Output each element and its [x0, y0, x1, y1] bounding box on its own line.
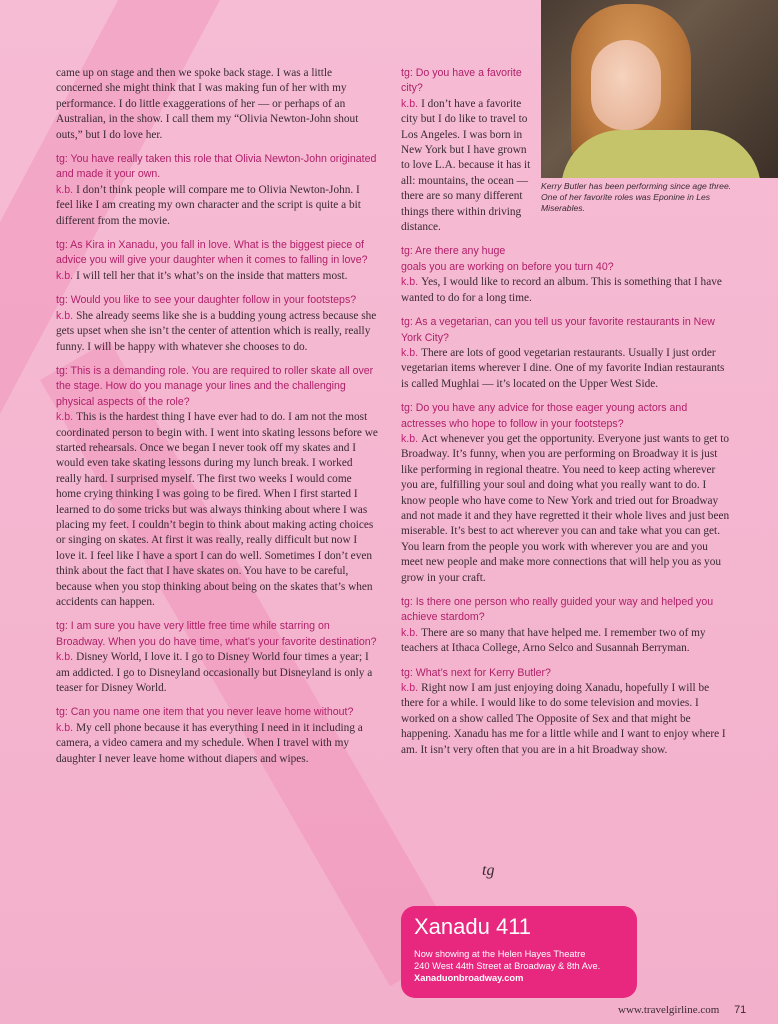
- answer-text: This is the hardest thing I have ever had to do. I am not the most coordinated person to begin with. I went into skating lessons before we started rehearsals. Once we began I never took off my skates and I would even take skating lessons during my lunch break. I worked really hard. I surprised myself. The first two weeks I would come home crying thinking I was going to be fired. When I first started I learned to do some tricks but was always thinking about where I was placing my feet. I couldn’t begin to think about making acting choices or singing on skates. At first it was really, really difficult but now I love it. I feel like I have a sport I can do well. Sometimes I don’t even think about the fact that I have skates on. You have to be careful, because when you stop thinking about being on the skates that’s when accidents can happen.: [56, 411, 378, 608]
- answer-prefix: k.b.: [56, 183, 74, 196]
- page-footer: [618, 1004, 746, 1016]
- right-qa-list: [401, 66, 731, 758]
- answer-text: Act whenever you get the opportunity. Everyone just wants to get to Broadway. It’s funny, when you are performing on Broadway it is just like performing in regional theatre. You need to keep acting wherever you are, fulfilling your soul and doing what you really want to do. I know people who have come to New York and tried out for Broadway and not made it and they have regretted it their whole lives and just been miserable. It’s best to act wherever you can and take what you can get. You learn from the people you work with wherever you are and you meet new people and make more connections that will help you as you grow in your craft.: [401, 432, 730, 584]
- page-number: 71: [734, 1004, 747, 1016]
- answer-prefix: k.b.: [56, 411, 74, 424]
- answer-text: I don’t have a favorite city but I do like to travel to Los Angeles. I was born in New York but I have grown to love L.A. because it has it all: mountains, the ocean — there are so many different things there within driving distance.: [401, 97, 531, 234]
- interview-question: tg: Would you like to see your daughter follow in your footsteps?: [56, 294, 357, 307]
- interview-answer: [56, 410, 378, 610]
- answer-prefix: k.b.: [401, 432, 419, 445]
- right-column: [401, 66, 731, 767]
- info-box-website[interactable]: Xanaduonbroadway.com: [414, 973, 524, 983]
- interview-answer: [56, 269, 378, 284]
- left-qa-list: [56, 152, 378, 767]
- answer-text: I don’t think people will compare me to Olivia Newton-John. I feel like I am creating my own character and the script is quite a bit different from the movie.: [56, 183, 361, 227]
- answer-text: She already seems like she is a budding young actress because she gets upset when she isn’t the center of attention which is really, really funny. I will be happy with whatever she chooses to do.: [56, 309, 377, 353]
- interview-answer: [401, 626, 731, 657]
- answer-text: I will tell her that it’s what’s on the inside that matters most.: [76, 269, 348, 282]
- xanadu-info-box: [401, 906, 637, 998]
- info-box-venue: Now showing at the Helen Hayes Theatre: [414, 949, 586, 959]
- answer-prefix: k.b.: [401, 626, 419, 639]
- interview-question: tg: You have really taken this role that Olivia Newton-John originated and made it your own.: [56, 153, 377, 181]
- answer-text: Right now I am just enjoying doing Xanadu, hopefully I will be there for a while. I would like to do some television and movies. I worked on a show called The Opposite of Sex and that might be happening. Xanadu has me for a little while and I want to enjoy where I am. It isn’t very often that you are in a hit Broadway show.: [401, 682, 726, 756]
- interview-answer: [56, 721, 378, 767]
- answer-text: My cell phone because it has everything I need in it including a camera, a video camera and my schedule. When I travel with my daughter I never leave home without diapers and wipes.: [56, 721, 363, 765]
- interview-answer: [56, 309, 378, 355]
- answer-text: There are lots of good vegetarian restaurants. Usually I just order vegetarian items wherever I dine. One of my favorite Indian restaurants is called Mughlai — it’s located on the Upper West Side.: [401, 346, 725, 390]
- info-box-title: Xanadu 411: [414, 914, 532, 939]
- interview-answer: [56, 183, 378, 229]
- interview-answer: [401, 346, 731, 392]
- lead-paragraph: came up on stage and then we spoke back stage. I was a little concerned she might think that I was making fun of her with my performance. I do little exaggerations of her — or perhaps of an Australian, in the show. I call them my “Olivia Newton-John shout outs,” but I do love her.: [56, 67, 359, 141]
- answer-prefix: k.b.: [56, 309, 74, 322]
- answer-text: There are so many that have helped me. I remember two of my teachers at Ithaca College, Arno Selco and Susannah Berryman.: [401, 626, 706, 655]
- interview-question: tg: Do you have any advice for those eager young actors and actresses who hope to follow in your footsteps?: [401, 402, 688, 430]
- answer-text: Disney World, I love it. I go to Disney World four times a year; I am addicted. I go to Disneyland occasionally but Disneyland is only a teaser for Disney World.: [56, 651, 373, 695]
- photo-caption: Kerry Butler has been performing since age three. One of her favorite roles was Eponine in Les Miserables.: [541, 181, 732, 213]
- answer-prefix: k.b.: [401, 682, 419, 695]
- info-box-address: 240 West 44th Street at Broadway & 8th Ave.: [414, 961, 601, 971]
- interview-answer: [401, 97, 731, 236]
- interview-question: tg: Is there one person who really guided your way and helped you achieve stardom?: [401, 596, 714, 624]
- interview-answer: [401, 681, 731, 758]
- interview-question: tg: This is a demanding role. You are required to roller skate all over the stage. How do you manage your lines and the challenging physical aspects of the role?: [56, 364, 374, 408]
- answer-text: Yes, I would like to record an album. This is something that I have wanted to do for a long time.: [401, 276, 722, 304]
- answer-prefix: k.b.: [401, 276, 419, 289]
- answer-prefix: k.b.: [56, 721, 74, 734]
- interview-answer: [56, 650, 378, 696]
- interview-answer: [401, 275, 731, 306]
- answer-prefix: k.b.: [401, 97, 419, 110]
- interview-question: tg: As Kira in Xanadu, you fall in love. What is the biggest piece of advice you will give your daughter when it comes to falling in love?: [56, 239, 368, 267]
- interview-answer: [401, 432, 731, 586]
- answer-prefix: k.b.: [56, 269, 74, 282]
- left-column: [56, 66, 378, 776]
- interview-question: tg: Are there any huge goals you are working on before you turn 40?: [401, 245, 614, 273]
- photo-wrap-space: [531, 97, 731, 249]
- interview-question: tg: Can you name one item that you never leave home without?: [56, 706, 354, 719]
- answer-prefix: k.b.: [56, 651, 74, 664]
- interview-question: tg: I am sure you have very little free time while starring on Broadway. When you do have time, what’s your favorite destination?: [56, 620, 377, 648]
- interview-question: tg: Do you have a favorite city?: [401, 67, 522, 95]
- signoff-mark: tg: [482, 862, 495, 879]
- interview-question: tg: As a vegetarian, can you tell us your favorite restaurants in New York City?: [401, 316, 715, 344]
- interview-question: tg: What’s next for Kerry Butler?: [401, 666, 551, 679]
- answer-prefix: k.b.: [401, 346, 419, 359]
- footer-url[interactable]: www.travelgirline.com: [618, 1004, 720, 1016]
